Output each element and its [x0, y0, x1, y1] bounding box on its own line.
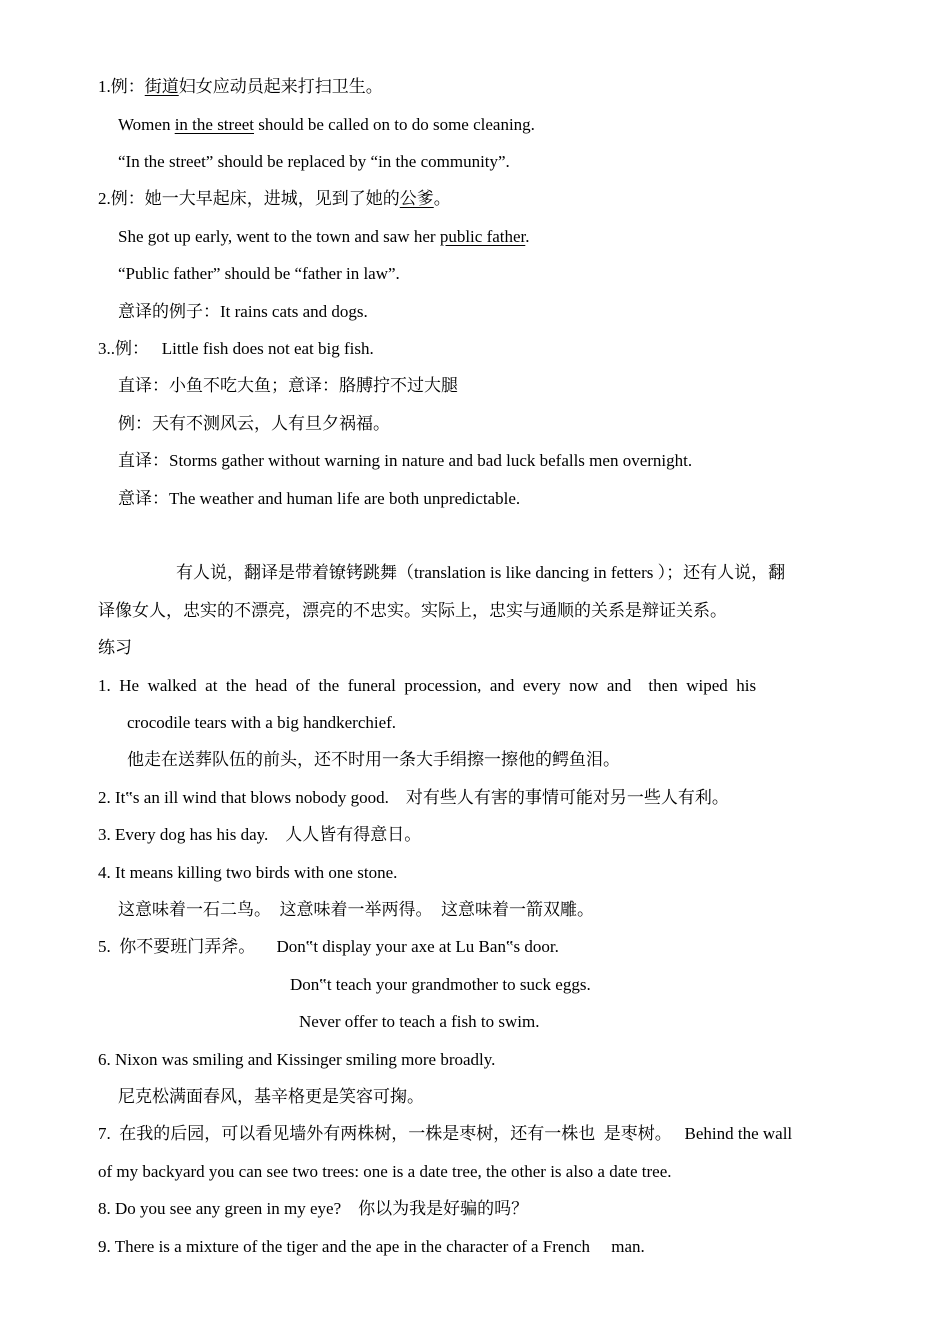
- underlined-term: in the street: [174, 115, 255, 134]
- exercise-6-chinese: 尼克松满面春风，基辛格更是笑容可掬。: [118, 1087, 424, 1106]
- paragraph-line-1: 有人说，翻译是带着镣铐跳舞（translation is like dancing in fetters ）；还有人说，翻: [176, 563, 786, 582]
- period: .: [525, 227, 530, 246]
- paragraph-line-2: 译像女人，忠实的不漂亮，漂亮的不忠实。实际上，忠实与通顺的关系是辩证关系。: [98, 601, 727, 620]
- exercise-4: 4. It means killing two birds with one stone.: [98, 863, 398, 882]
- exercise-heading: 练习: [98, 638, 132, 657]
- literal-vs-free: 直译：小鱼不吃大鱼；意译：胳膊拧不过大腿: [118, 376, 458, 395]
- sentence: 妇女应动员起来打扫卫生。: [178, 77, 383, 96]
- sentence: 2.例：她一大早起床，进城，见到了她的: [98, 189, 400, 208]
- free-translation-example: 意译的例子：It rains cats and dogs.: [118, 302, 368, 321]
- exercise-5-alt-2: Never offer to teach a fish to swim.: [299, 1012, 540, 1031]
- example-1-correction: “In the street” should be replaced by “in the community”.: [118, 152, 510, 171]
- exercise-2: 2. It‟s an ill wind that blows nobody good. 对有些人有害的事情可能对另一些人有利。: [98, 788, 729, 807]
- underlined-term: 街道: [144, 77, 179, 96]
- exercise-7: 7. 在我的后园，可以看见墙外有两株树，一株是枣树，还有一株也 是枣树。 Behind the wall: [98, 1124, 793, 1143]
- label: 1.例：: [98, 77, 145, 96]
- exercise-5-alt-1: Don‟t teach your grandmother to suck eggs.: [290, 975, 591, 994]
- exercise-5: 5. 你不要班门弄斧。 Don‟t display your axe at Lu Ban‟s door.: [98, 937, 559, 956]
- proverb-example: 例：天有不测风云，人有旦夕祸福。: [118, 414, 390, 433]
- exercise-1-chinese: 他走在送葬队伍的前头，还不时用一条大手绢擦一擦他的鳄鱼泪。: [127, 750, 620, 769]
- exercise-3: 3. Every dog has his day. 人人皆有得意日。: [98, 825, 422, 844]
- example-3: 3..例： Little fish does not eat big fish.: [98, 339, 374, 358]
- underlined-term: public father: [439, 227, 526, 246]
- example-2-chinese: [98, 188, 451, 210]
- example-1-chinese: [98, 76, 383, 98]
- example-2-correction: “Public father” should be “father in law”.: [118, 264, 400, 283]
- exercise-1-english-cont: crocodile tears with a big handkerchief.: [127, 713, 397, 732]
- example-2-english: [118, 226, 530, 248]
- sentence-start: She got up early, went to the town and saw her: [118, 227, 440, 246]
- exercise-6: 6. Nixon was smiling and Kissinger smiling more broadly.: [98, 1050, 496, 1069]
- sentence-end: should be called on to do some cleaning.: [254, 115, 535, 134]
- exercise-9: 9. There is a mixture of the tiger and the ape in the character of a French man.: [98, 1237, 645, 1256]
- underlined-term: 公爹: [399, 189, 434, 208]
- exercise-7-english: of my backyard you can see two trees: one is a date tree, the other is also a date tree.: [98, 1162, 672, 1181]
- exercise-4-translations: 这意味着一石二鸟。 这意味着一举两得。 这意味着一箭双雕。: [118, 900, 594, 919]
- example-1-english: [118, 114, 535, 136]
- period: 。: [433, 189, 451, 208]
- literal-translation: 直译：Storms gather without warning in nature and bad luck befalls men overnight.: [118, 451, 693, 470]
- exercise-1-english: 1. He walked at the head of the funeral procession, and every now and then wiped his: [98, 676, 757, 695]
- exercise-8: 8. Do you see any green in my eye? 你以为我是好骗的吗？: [98, 1199, 529, 1218]
- free-translation: 意译：The weather and human life are both unpredictable.: [118, 489, 521, 508]
- sentence-start: Women: [118, 115, 175, 134]
